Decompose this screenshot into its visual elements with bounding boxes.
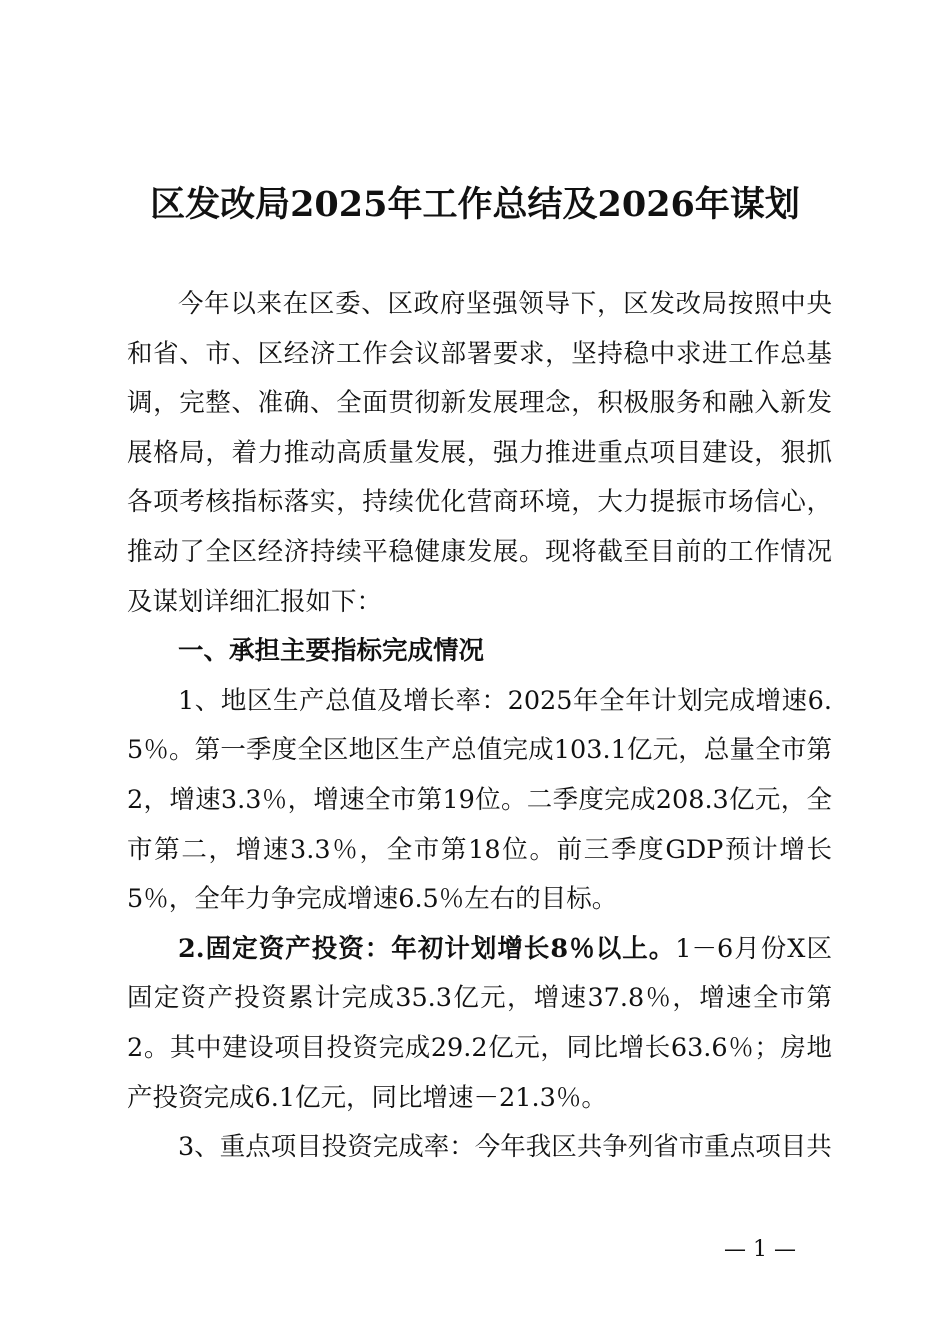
item-1-paragraph: 1、地区生产总值及增长率：2025年全年计划完成增速6.5％。第一季度全区地区生产总值完成103.1亿元，总量全市第2，增速3.3％，增速全市第19位。二季度完成208.3亿元，全市第二，增速3.3％，全市第18位。前三季度GDP预计增长5％，全年力争完成增速6.5％左右的目标。 (127, 685, 832, 915)
item-2-paragraph (127, 925, 832, 1123)
item-3-paragraph: 3、重点项目投资完成率：今年我区共争列省市重点项目共 (178, 1132, 832, 1163)
document-body (127, 280, 832, 1173)
intro-paragraph: 今年以来在区委、区政府坚强领导下，区发改局按照中央和省、市、区经济工作会议部署要求，坚持稳中求进工作总基调，完整、准确、全面贯彻新发展理念，积极服务和融入新发展格局，着力推动高质量发展，强力推进重点项目建设，狠抓各项考核指标落实，持续优化营商环境，大力提振市场信心，推动了全区经济持续平稳健康发展。现将截至目前的工作情况及谋划详细汇报如下： (127, 289, 832, 617)
item-2-body: 1－6月份X区固定资产投资累计完成35.3亿元，增速37.8％，增速全市第2。其中建设项目投资完成29.2亿元，同比增长63.6％；房地产投资完成6.1亿元，同比增速－21.3％。 (127, 933, 832, 1113)
document-title: 区发改局2025年工作总结及2026年谋划 (150, 184, 800, 225)
item-2-lead: 2.固定资产投资：年初计划增长8％以上。 (178, 933, 676, 964)
section-heading-1: 一、承担主要指标完成情况 (178, 636, 485, 667)
page-number: — 1 — (724, 1237, 796, 1262)
